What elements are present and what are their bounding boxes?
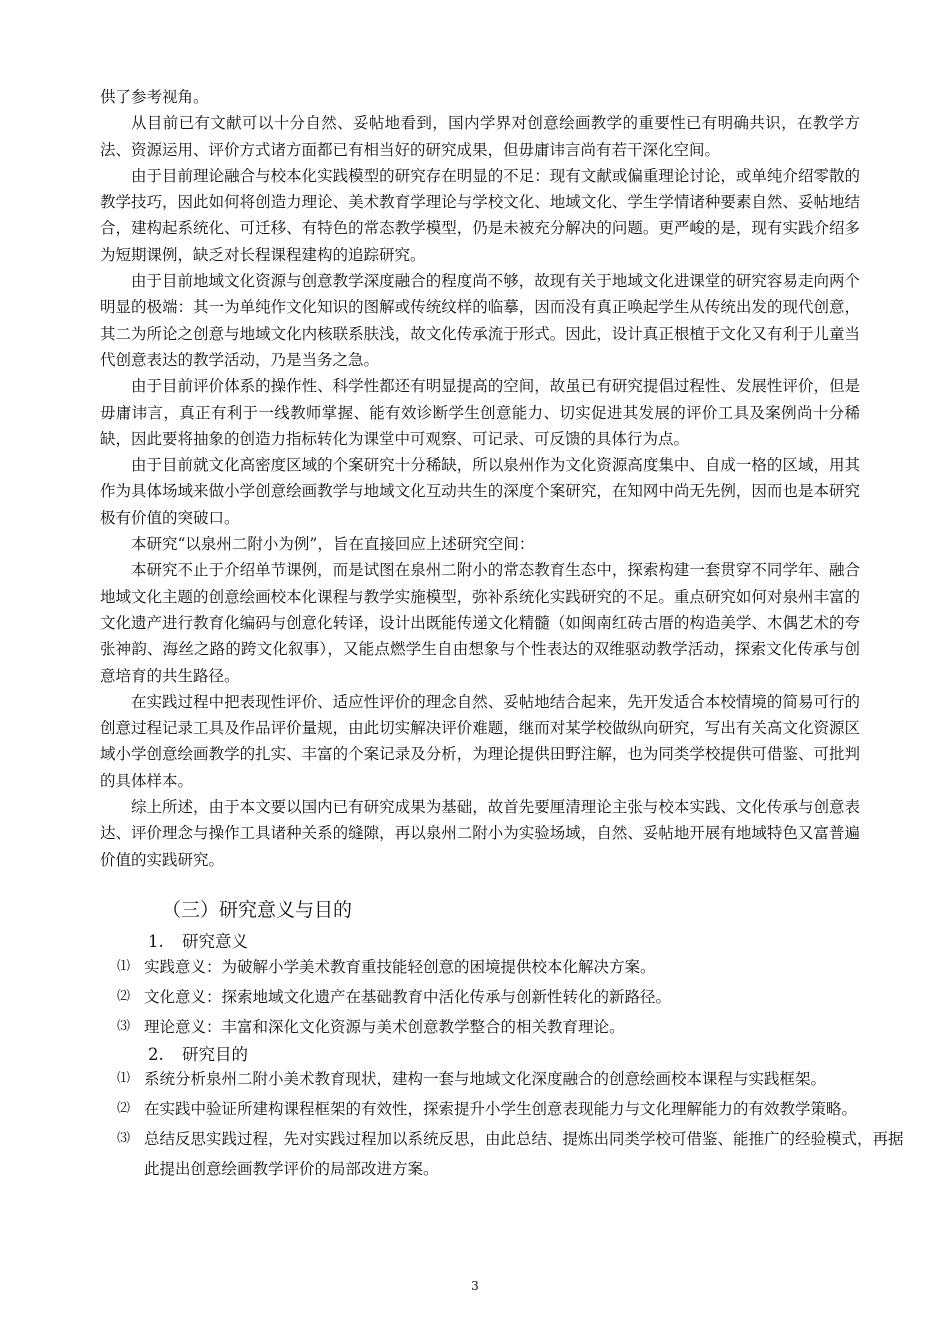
section-heading: （三）研究意义与目的 [162, 899, 353, 921]
list-item [117, 952, 907, 982]
list-item-text: 总结反思实践过程，先对实践过程加以系统反思，由此总结、提炼出同类学校可借鉴、能推广的经验模式，再据此提出创意绘画教学评价的局部改进方案。 [144, 1130, 904, 1178]
paragraph: 在实践过程中把表现性评价、适应性评价的理念自然、妥帖地结合起来，先开发适合本校情境的简易可行的创意过程记录工具及作品评价量规，由此切实解决评价难题，继而对某学校做纵向研究，写出有关高文化资源区域小学创意绘画教学的扎实、丰富的个案记录及分析，为理论提供田野注解，也为同类学校提供可借鉴、可批判的具体样本。 [100, 692, 860, 790]
paragraph: 本研究不止于介绍单节课例，而是试图在泉州二附小的常态教育生态中，探索构建一套贯穿不同学年、融合地域文化主题的创意绘画校本化课程与教学实施模型，弥补系统化实践研究的不足。重点研究如何对泉州丰富的文化遗产进行教育化编码与创意化转译，设计出既能传递文化精髓（如闽南红砖古厝的构造美学、木偶艺术的夸张神韵、海丝之路的跨文化叙事），又能点燃学生自由想象与个性表达的双维驱动教学活动，探索文化传承与创意培育的共生路径。 [100, 561, 860, 685]
list-item-text: 实践意义：为破解小学美术教育重技能轻创意的困境提供校本化解决方案。 [144, 958, 656, 976]
list-item [117, 1012, 907, 1042]
list-item-text: 理论意义：丰富和深化文化资源与美术创意教学整合的相关教育理论。 [144, 1018, 625, 1036]
paragraph: 由于目前地域文化资源与创意教学深度融合的程度尚不够，故现有关于地域文化进课堂的研究容易走向两个明显的极端：其一为单纯作文化知识的图解或传统纹样的临摹，因而没有真正唤起学生从传统出发的现代创意，其二为所论之创意与地域文化内核联系肤浅，故文化传承流于形式。因此，设计真正根植于文化又有利于儿童当代创意表达的教学活动，乃是当务之急。 [100, 272, 860, 369]
list-marker: ⑶ [117, 1131, 131, 1146]
paragraph: 由于目前理论融合与校本化实践模型的研究存在明显的不足：现有文献或偏重理论讨论，或单纯介绍零散的教学技巧，因此如何将创造力理论、美术教育学理论与学校文化、地域文化、学生学情诸种要素自然、妥帖地结合，建构起系统化、可迁移、有特色的常态教学模型，仍是未被充分解决的问题。更严峻的是，现有实践介绍多为短期课例，缺乏对长程课程建构的追踪研究。 [100, 166, 860, 264]
list-item [117, 1064, 907, 1094]
heading-number: 1. [148, 932, 164, 951]
paragraph: 综上所述，由于本文要以国内已有研究成果为基础，故首先要厘清理论主张与校本实践、文化传承与创意表达、评价理念与操作工具诸种关系的缝隙，再以泉州二附小为实验场域，自然、妥帖地开展有地域特色又富普遍价值的实践研究。 [100, 798, 860, 869]
list-marker: ⑴ [117, 1071, 131, 1086]
paragraph: 由于目前就文化高密度区域的个案研究十分稀缺，所以泉州作为文化资源高度集中、自成一格的区域，用其作为具体场域来做小学创意绘画教学与地域文化互动共生的深度个案研究，在知网中尚无先例，因而也是本研究极有价值的突破口。 [100, 456, 860, 527]
list-item-text: 在实践中验证所建构课程框架的有效性，探索提升小学生创意表现能力与文化理解能力的有效教学策略。 [144, 1100, 858, 1118]
list-item-text: 系统分析泉州二附小美术教育现状，建构一套与地域文化深度融合的创意绘画校本课程与实践框架。 [144, 1070, 827, 1088]
list-item-text: 文化意义：探索地域文化遗产在基础教育中活化传承与创新性转化的新路径。 [144, 988, 672, 1006]
page-number: 3 [471, 1279, 479, 1293]
paragraph: 本研究“以泉州二附小为例”，旨在直接回应上述研究空间： [131, 535, 535, 554]
heading-number: 2. [148, 1045, 164, 1064]
list-item [117, 982, 907, 1012]
significance-heading [148, 930, 248, 954]
list-marker: ⑴ [117, 959, 131, 974]
paragraph: 供了参考视角。 [100, 88, 209, 106]
list-item [117, 1124, 907, 1184]
heading-text: 研究目的 [182, 1045, 248, 1064]
body-text [100, 84, 860, 873]
list-marker: ⑵ [117, 1101, 131, 1116]
paragraph: 从目前已有文献可以十分自然、妥帖地看到，国内学界对创意绘画教学的重要性已有明确共识，在教学方法、资源运用、评价方式诸方面都已有相当好的研究成果，但毋庸讳言尚有若干深化空间。 [100, 114, 860, 159]
list-marker: ⑶ [117, 1019, 131, 1034]
list-marker: ⑵ [117, 989, 131, 1004]
list-item [117, 1094, 907, 1124]
heading-text: 研究意义 [182, 932, 248, 951]
paragraph: 由于目前评价体系的操作性、科学性都还有明显提高的空间，故虽已有研究提倡过程性、发展性评价，但是毋庸讳言，真正有利于一线教师掌握、能有效诊断学生创意能力、切实促进其发展的评价工具及案例尚十分稀缺，因此要将抽象的创造力指标转化为课堂中可观察、可记录、可反馈的具体行为点。 [100, 377, 860, 448]
